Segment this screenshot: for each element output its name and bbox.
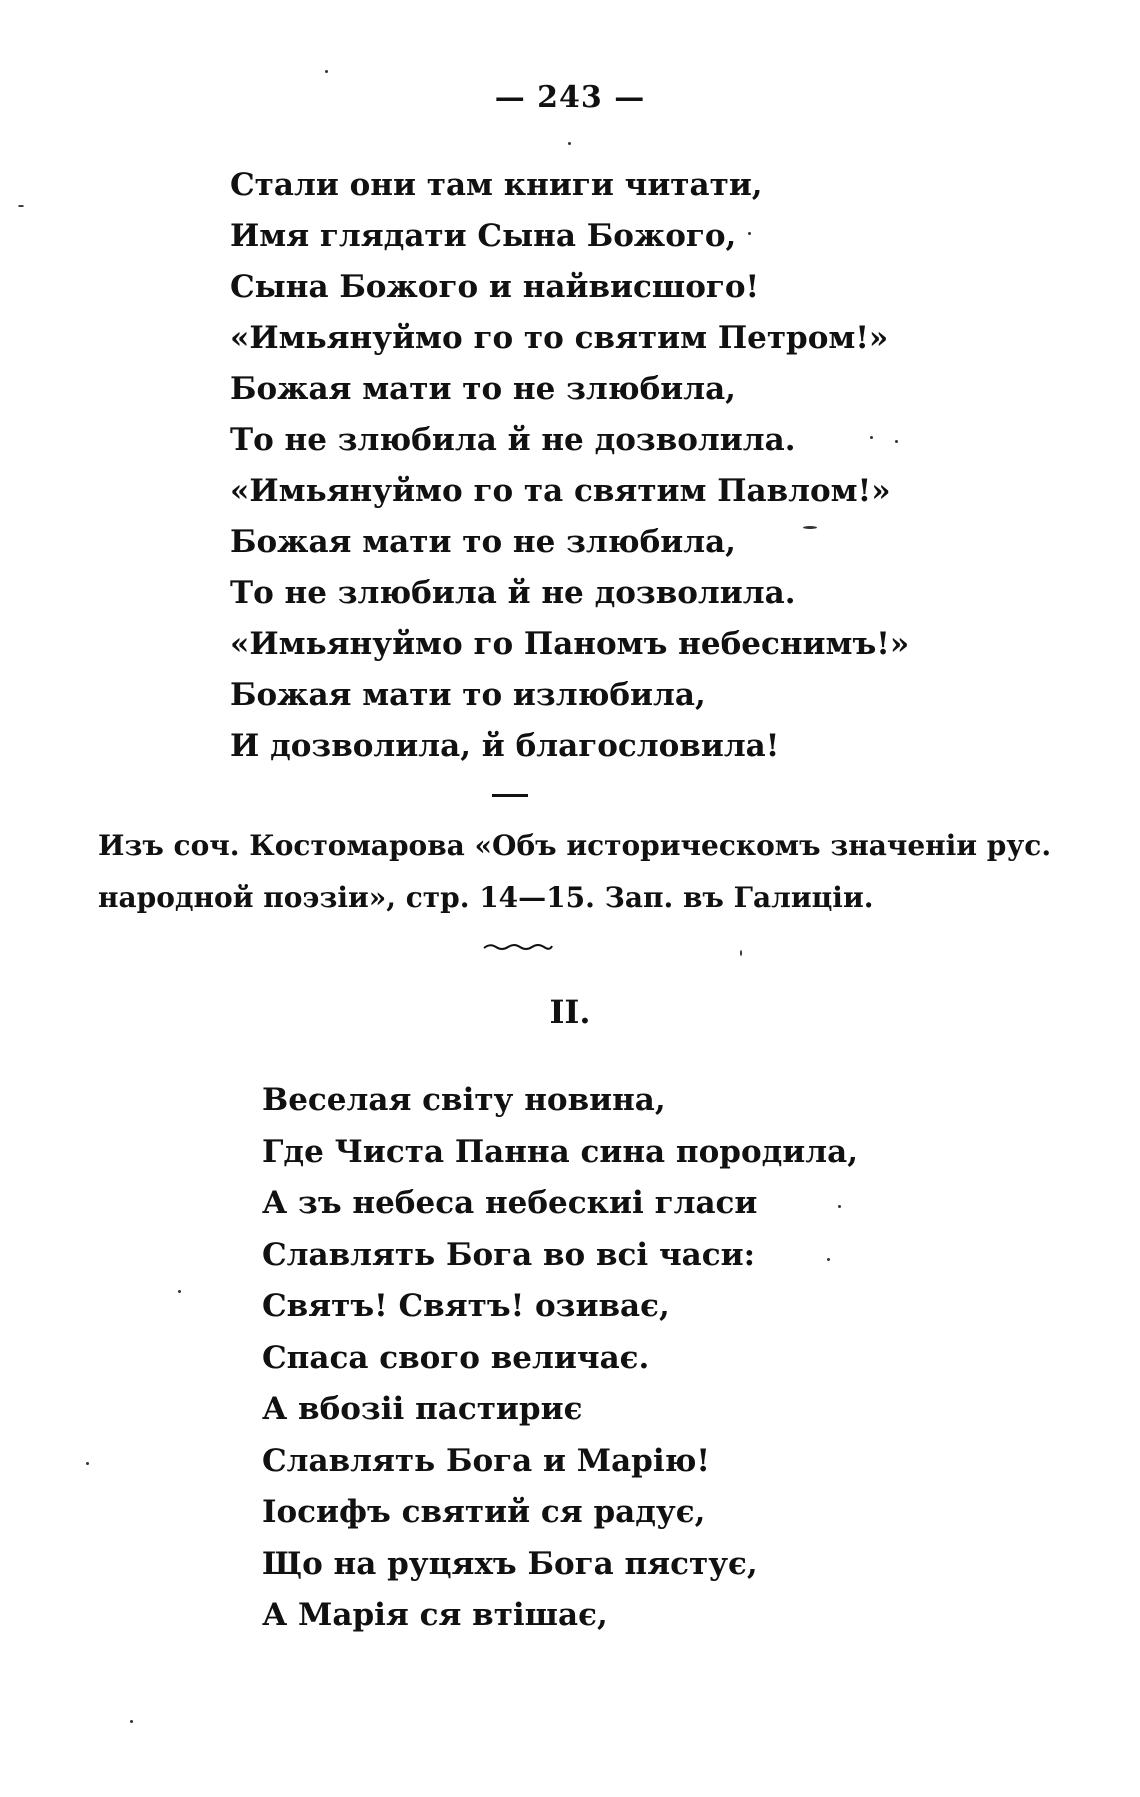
verse-line: Где Чиста Панна сина породила, xyxy=(262,1133,859,1170)
verse-line: Божая мати то не злюбила, xyxy=(230,524,736,560)
print-speck xyxy=(568,142,571,145)
verse-line: Веселая світу новина, xyxy=(262,1082,666,1118)
print-speck xyxy=(740,950,742,956)
section-rule xyxy=(492,794,528,797)
verse-line: Іосифъ святий ся радує, xyxy=(262,1494,706,1530)
verse-line: И дозволила, й благословила! xyxy=(230,728,780,764)
print-speck xyxy=(827,1258,830,1261)
verse-line: Славлять Бога и Марію! xyxy=(262,1442,711,1479)
verse-line: А вбозіі пастириє xyxy=(262,1391,583,1427)
section-heading: II. xyxy=(549,993,591,1031)
print-speck xyxy=(895,440,898,443)
print-speck xyxy=(18,205,24,207)
verse-line: А Марія ся втішає, xyxy=(262,1597,608,1633)
wavy-ornament xyxy=(482,940,554,952)
citation-line: Изъ соч. Костомарова «Объ историческомъ значеніи рус. xyxy=(98,829,1052,862)
verse-line: То не злюбила й не дозволила. xyxy=(230,575,796,611)
verse-line: Що на руцяхъ Бога пястує, xyxy=(262,1545,758,1582)
verse-line: Божая мати то не злюбила, xyxy=(230,371,736,407)
print-speck xyxy=(178,1290,181,1293)
print-speck xyxy=(870,436,873,439)
page-number: — 243 — xyxy=(494,80,646,115)
verse-line: «Имьянуймо го та святим Павлом!» xyxy=(230,473,891,509)
verse-line: Божая мати то излюбила, xyxy=(230,677,706,713)
poem-one xyxy=(230,160,909,772)
print-speck xyxy=(803,526,817,529)
source-citation xyxy=(98,820,1058,924)
print-speck xyxy=(325,70,328,73)
verse-line: То не злюбила й не дозволила. xyxy=(230,422,796,458)
verse-line: Святъ! Святъ! озиває, xyxy=(262,1288,670,1324)
citation-line: народной поэзіи», стр. 14—15. Зап. въ Галиціи. xyxy=(98,881,874,914)
verse-line: Стали они там книги читати, xyxy=(230,167,763,203)
verse-line: Имя глядати Сына Божого, xyxy=(230,218,737,254)
verse-line: Сына Божого и найвисшого! xyxy=(230,269,760,305)
print-speck xyxy=(838,1205,841,1208)
verse-line: А зъ небеса небескиі гласи xyxy=(262,1185,758,1221)
print-speck xyxy=(130,1720,133,1723)
verse-line: Славлять Бога во всі часи: xyxy=(262,1236,756,1273)
verse-line: «Имьянуймо го то святим Петром!» xyxy=(230,320,889,356)
verse-line: Спаса свого величає. xyxy=(262,1339,650,1376)
print-speck xyxy=(748,232,751,235)
verse-line: «Имьянуймо го Паномъ небеснимъ!» xyxy=(230,626,910,662)
poem-two xyxy=(262,1075,858,1642)
print-speck xyxy=(86,1462,89,1465)
